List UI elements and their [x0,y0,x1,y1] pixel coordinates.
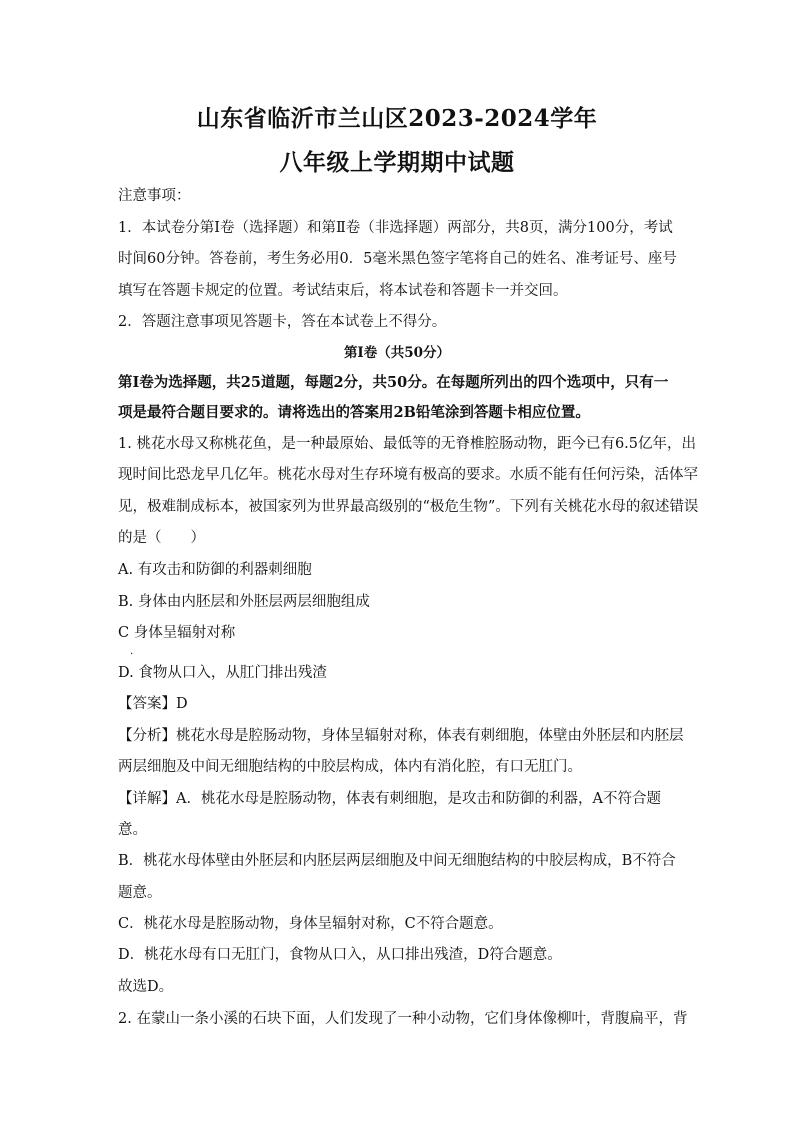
section-heading: 第Ⅰ卷（共50分） [343,345,451,361]
question-2-line-1: 2. 在蒙山一条小溪的石块下面，人们发现了一种小动物，它们身体像柳叶，背腹扁平，背 [118,1011,688,1027]
section-instruction-line-1: 第Ⅰ卷为选择题，共25道题，每题2分，共50分。在每题所列出的四个选项中，只有一 [118,374,669,391]
question-1-conclusion: 故选D。 [118,979,174,995]
document-title: 山东省临沂市兰山区2023-2024学年 [196,105,598,132]
question-1-detail-b-line-1: B．桃花水母体壁由外胚层和内胚层两层细胞及中间无细胞结构的中胶层构成，B不符合 [118,853,676,869]
question-1-detail-line-2: 意。 [118,822,147,838]
question-1-line-3: 见，极难制成标本，被国家列为世界最高级别的“极危生物”。下列有关桃花水母的叙述错误 [118,499,699,515]
question-1-detail-c: C．桃花水母是腔肠动物，身体呈辐射对称，C不符合题意。 [118,916,503,932]
question-1-detail-b-line-2: 题意。 [118,885,162,901]
section-instruction-line-2: 项是最符合题目要求的。请将选出的答案用2B铅笔涂到答题卡相应位置。 [118,404,590,421]
question-1-option-b: B. 身体由内胚层和外胚层两层细胞组成 [118,594,370,610]
question-1-answer: 【答案】D [118,696,188,712]
question-1-line-2: 现时间比恐龙早几亿年。桃花水母对生存环境有极高的要求。水质不能有任何污染，活体罕 [118,467,698,483]
document-subtitle: 八年级上学期期中试题 [279,149,515,176]
question-1-analysis-line-1: 【分析】桃花水母是腔肠动物，身体呈辐射对称，体表有刺细胞，体壁由外胚层和内胚层 [118,728,684,744]
notice-item-1-line-1: 1．本试卷分第Ⅰ卷（选择题）和第Ⅱ卷（非选择题）两部分，共8页，满分100分，考试 [118,220,673,236]
question-1-line-1: 1. 桃花水母又称桃花鱼，是一种最原始、最低等的无脊椎腔肠动物，距今已有6.5亿年，出 [118,436,696,452]
question-1-detail-line-1: 【详解】A．桃花水母是腔肠动物，体表有刺细胞，是攻击和防御的利器，A不符合题 [118,791,661,807]
notice-item-1-line-2: 时间60分钟。答卷前，考生务必用0．5毫米黑色签字笔将自己的姓名、准考证号、座号 [118,251,677,267]
notice-item-2: 2．答题注意事项见答题卡，答在本试卷上不得分。 [118,314,447,330]
question-1-line-4: 的是（ ） [118,530,205,546]
notice-heading: 注意事项： [118,188,191,204]
question-1-option-d: D. 食物从口入，从肛门排出残渣 [118,665,327,681]
question-1-detail-d: D．桃花水母有口无肛门，食物从口入，从口排出残渣，D符合题意。 [118,947,562,963]
option-c-stray-dot: . [130,646,134,657]
notice-item-1-line-3: 填写在答题卡规定的位置。考试结束后，将本试卷和答题卡一并交回。 [118,283,568,299]
question-1-option-a: A. 有攻击和防御的利器刺细胞 [118,562,312,578]
question-1-analysis-line-2: 两层细胞及中间无细胞结构的中胶层构成，体内有消化腔，有口无肛门。 [118,759,582,775]
question-1-option-c: C 身体呈辐射对称 [118,625,236,641]
